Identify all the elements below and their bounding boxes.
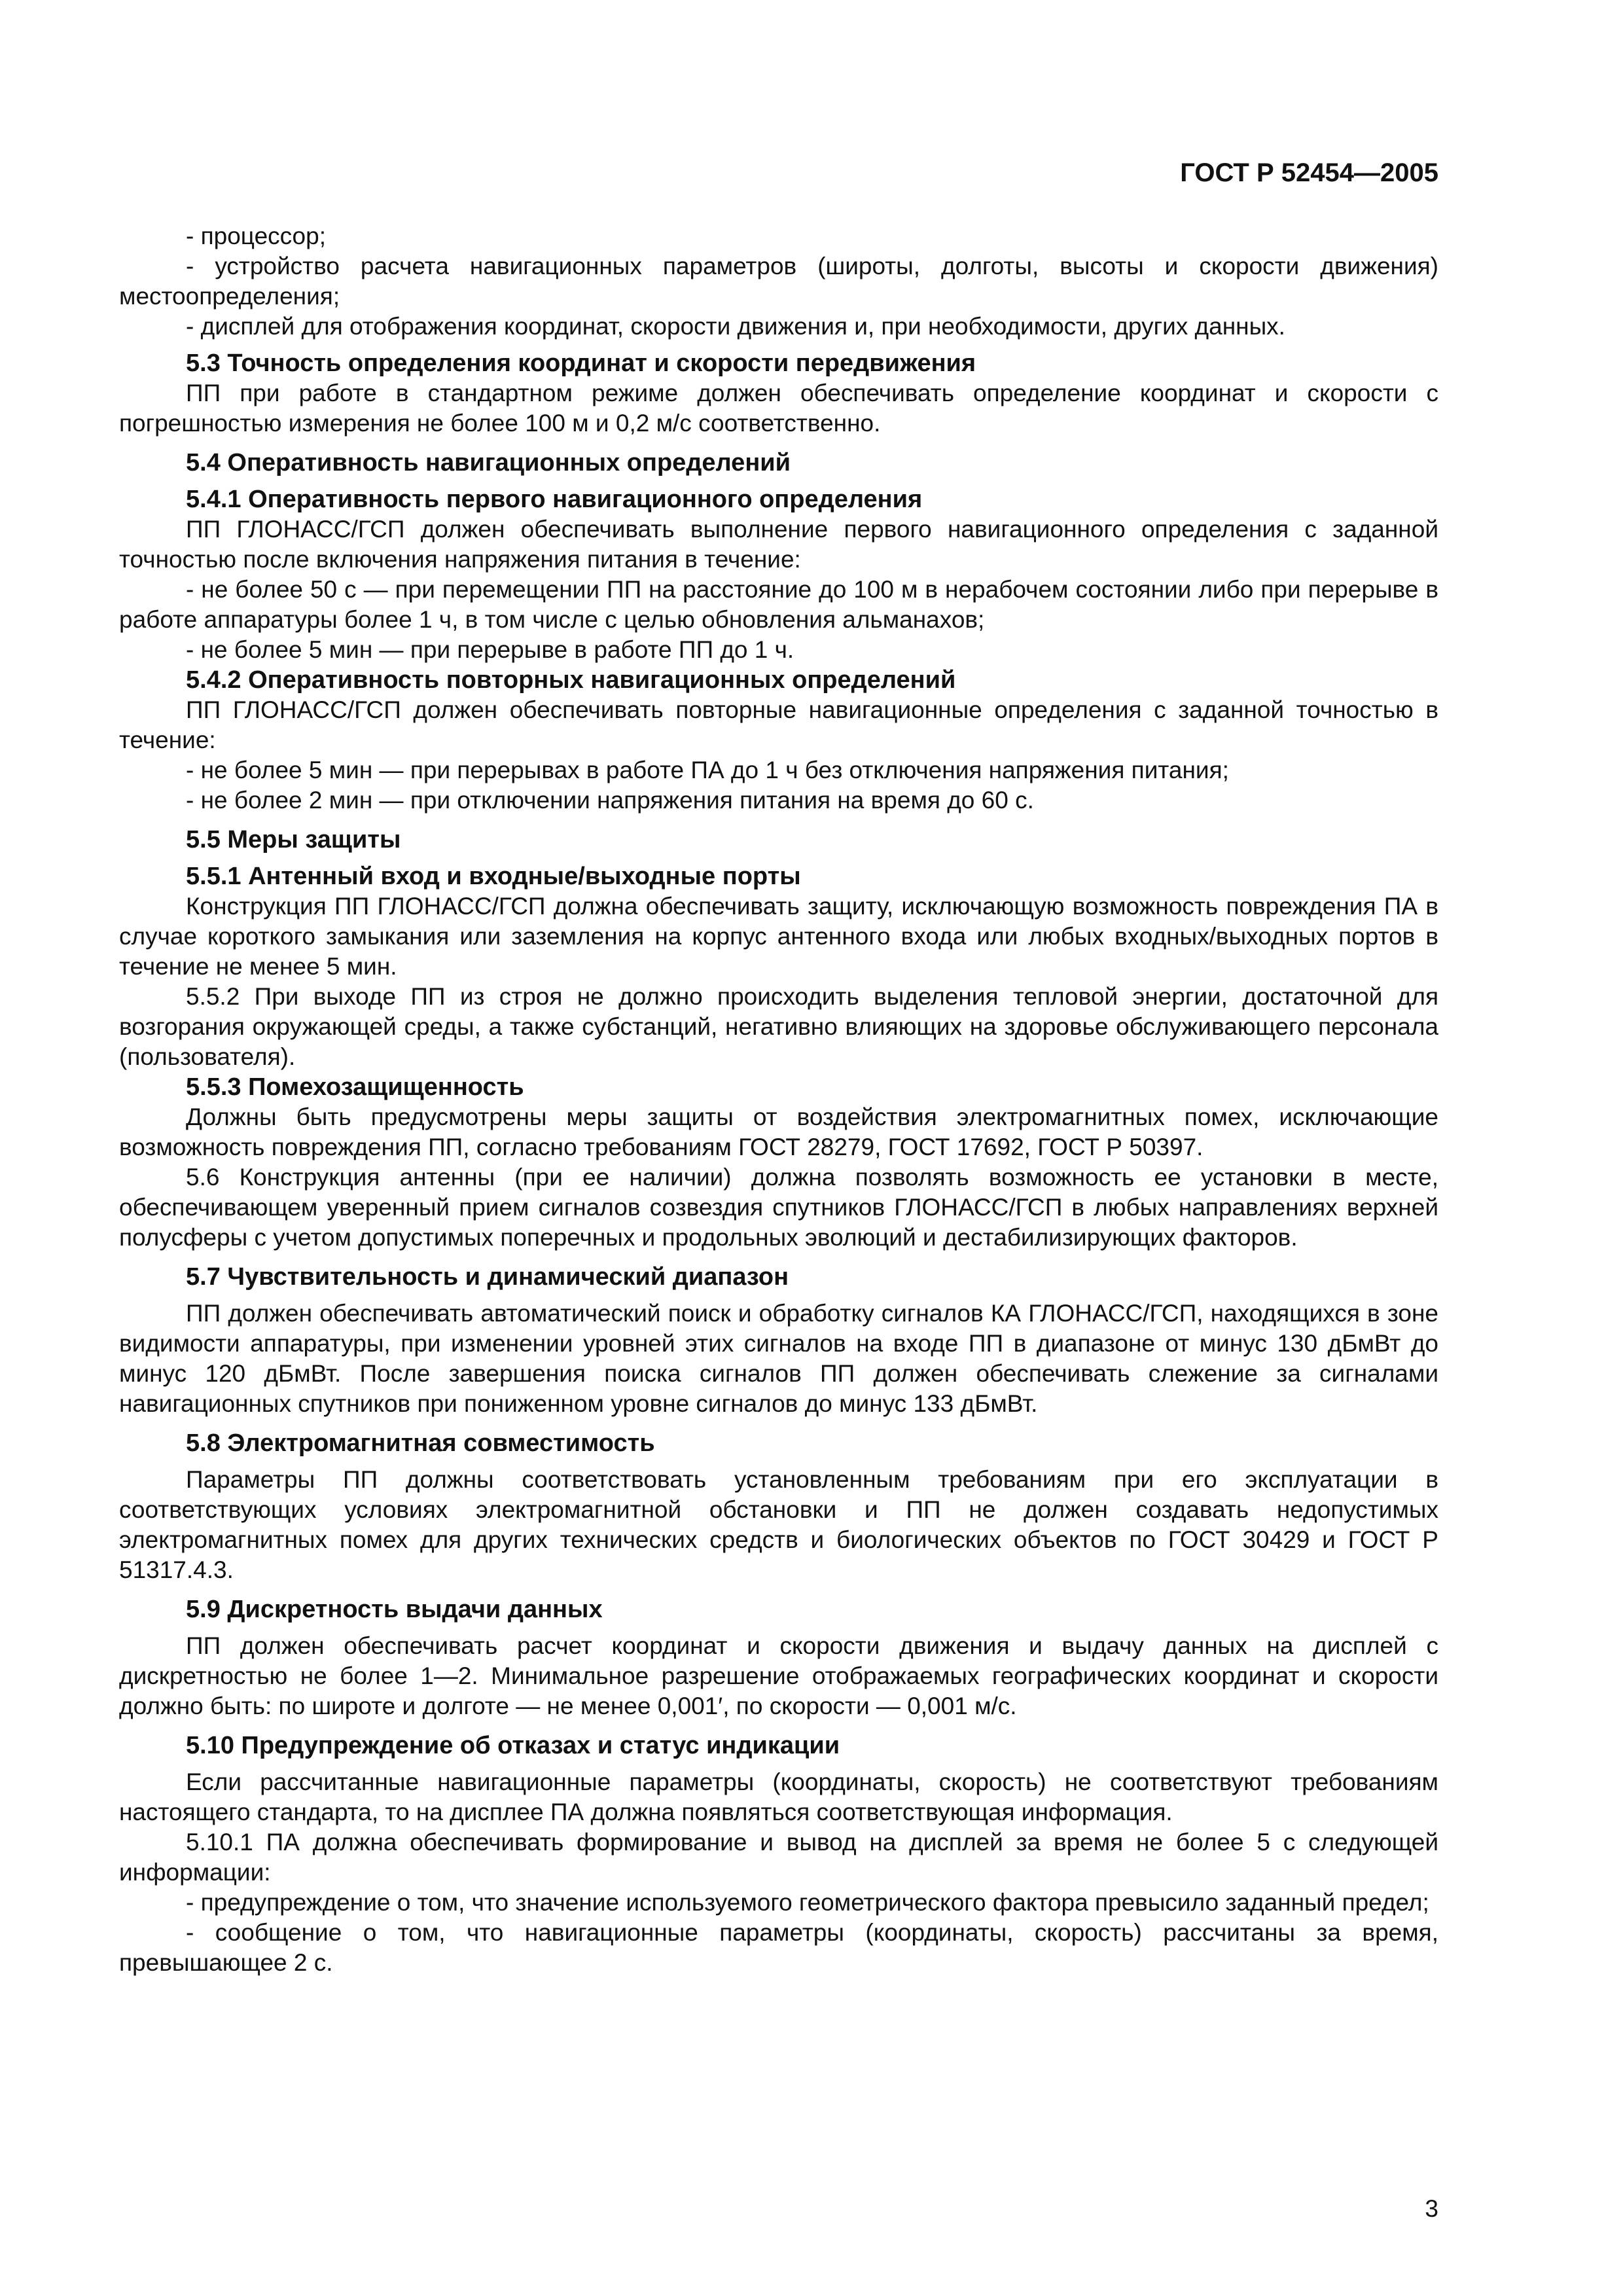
list-item-5-10-1-b: - сообщение о том, что навигационные параметры (координаты, скорость) рассчитаны за время, превышающее 2 с. — [119, 1919, 1438, 1976]
section-heading-5-5-1: 5.5.1 Антенный вход и входные/выходные порты — [186, 863, 801, 890]
section-heading-5-4: 5.4 Оперативность навигационных определений — [186, 449, 791, 476]
list-item-calculator: - устройство расчета навигационных параметров (широты, долготы, высоты и скорости движения) местоопределения; — [119, 253, 1438, 310]
section-heading-5-3: 5.3 Точность определения координат и скорости передвижения — [186, 350, 976, 377]
paragraph-5-5-1: Конструкция ПП ГЛОНАСС/ГСП должна обеспечивать защиту, исключающую возможность повреждения ПА в случае короткого замыкания или заземления на корпус антенного входа или любых входных/выходных портов в течение не менее 5 мин. — [119, 893, 1438, 980]
document-body — [119, 221, 1438, 1978]
paragraph-5-4-1: ПП ГЛОНАСС/ГСП должен обеспечивать выполнение первого навигационного определения с заданной точностью после включения напряжения питания в течение: — [119, 516, 1438, 573]
list-item-5-4-2-b: - не более 2 мин — при отключении напряжения питания на время до 60 с. — [186, 787, 1034, 814]
paragraph-5-5-2: 5.5.2 При выходе ПП из строя не должно происходить выделения тепловой энергии, достаточной для возгорания окружающей среды, а также субстанций, негативно влияющих на здоровье обслуживающего персонала (пользователя). — [119, 983, 1438, 1070]
document-code-header: ГОСТ Р 52454—2005 — [1180, 158, 1438, 187]
paragraph-5-10-1: 5.10.1 ПА должна обеспечивать формирование и вывод на дисплей за время не более 5 с следующей информации: — [119, 1829, 1438, 1886]
list-item-5-10-1-a: - предупреждение о том, что значение используемого геометрического фактора превысило заданный предел; — [186, 1889, 1429, 1916]
section-heading-5-7: 5.7 Чувствительность и динамический диапазон — [186, 1263, 789, 1291]
section-heading-5-10: 5.10 Предупреждение об отказах и статус индикации — [186, 1732, 840, 1759]
section-heading-5-5-3: 5.5.3 Помехозащищенность — [186, 1073, 524, 1101]
list-item-5-4-1-a: - не более 50 с — при перемещении ПП на расстояние до 100 м в нерабочем состоянии либо при перерыве в работе аппаратуры более 1 ч, в том числе с целью обновления альманахов; — [119, 576, 1438, 633]
section-heading-5-8: 5.8 Электромагнитная совместимость — [186, 1429, 655, 1457]
list-item-display: - дисплей для отображения координат, скорости движения и, при необходимости, других данных. — [186, 313, 1285, 340]
paragraph-5-4-2: ПП ГЛОНАСС/ГСП должен обеспечивать повторные навигационные определения с заданной точностью в течение: — [119, 696, 1438, 753]
paragraph-5-10: Если рассчитанные навигационные параметры (координаты, скорость) не соответствуют требованиям настоящего стандарта, то на дисплее ПА должна появляться соответствующая информация. — [119, 1768, 1438, 1825]
paragraph-5-5-3: Должны быть предусмотрены меры защиты от воздействия электромагнитных помех, исключающие возможность повреждения ПП, согласно требованиям ГОСТ 28279, ГОСТ 17692, ГОСТ Р 50397. — [119, 1103, 1438, 1160]
section-heading-5-9: 5.9 Дискретность выдачи данных — [186, 1596, 603, 1623]
list-item-processor: - процессор; — [186, 223, 326, 249]
list-item-5-4-2-a: - не более 5 мин — при перерывах в работе ПА до 1 ч без отключения напряжения питания; — [186, 757, 1229, 783]
paragraph-5-6: 5.6 Конструкция антенны (при ее наличии) должна позволять возможность ее установки в месте, обеспечивающем уверенный прием сигналов созвездия спутников ГЛОНАСС/ГСП в любых направлениях верхней полусферы с учетом допустимых поперечных и продольных эволюций и дестабилизирующих факторов. — [119, 1164, 1438, 1251]
list-item-5-4-1-b: - не более 5 мин — при перерыве в работе ПП до 1 ч. — [186, 636, 794, 663]
paragraph-5-9: ПП должен обеспечивать расчет координат и скорости движения и выдачу данных на дисплей с дискретностью не более 1—2. Минимальное разрешение отображаемых географических координат и скорости должно быть: по широте и долготе — не менее 0,001′, по скорости — 0,001 м/с. — [119, 1632, 1438, 1719]
section-heading-5-5: 5.5 Меры защиты — [186, 826, 401, 853]
paragraph-5-7: ПП должен обеспечивать автоматический поиск и обработку сигналов КА ГЛОНАСС/ГСП, находящихся в зоне видимости аппаратуры, при изменении уровней этих сигналов на входе ПП в диапазоне от минус 130 дБмВт до минус 120 дБмВт. После завершения поиска сигналов ПП должен обеспечивать слежение за сигналами навигационных спутников при пониженном уровне сигналов до минус 133 дБмВт. — [119, 1300, 1438, 1417]
section-heading-5-4-2: 5.4.2 Оперативность повторных навигационных определений — [186, 666, 956, 694]
page-number: 3 — [1425, 2195, 1438, 2222]
section-heading-5-4-1: 5.4.1 Оперативность первого навигационного определения — [186, 486, 923, 513]
paragraph-5-3: ПП при работе в стандартном режиме должен обеспечивать определение координат и скорости с погрешностью измерения не более 100 м и 0,2 м/с соответственно. — [119, 380, 1438, 437]
paragraph-5-8: Параметры ПП должны соответствовать установленным требованиям при его эксплуатации в соответствующих условиях электромагнитной обстановки и ПП не должен создавать недопустимых электромагнитных помех для других технических средств и биологических объектов по ГОСТ 30429 и ГОСТ Р 51317.4.3. — [119, 1466, 1438, 1583]
